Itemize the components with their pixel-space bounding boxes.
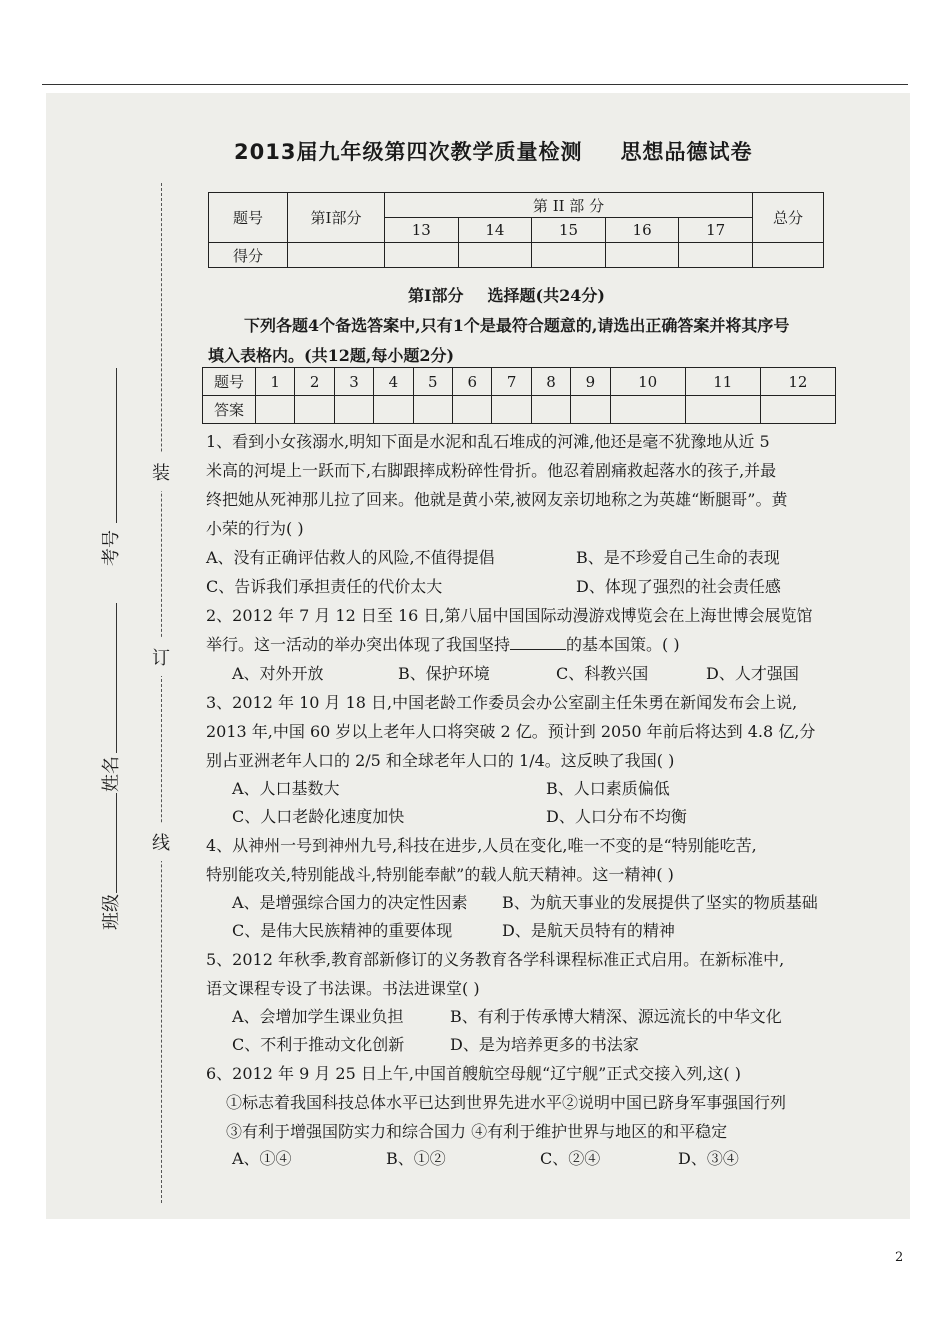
class-line [116,793,117,893]
q2-option-d[interactable]: D、人才强国 [706,664,799,683]
q4-option-b[interactable]: B、为航天事业的发展提供了坚实的物质基础 [502,893,818,912]
answer-number: 7 [492,368,531,396]
answer-cell[interactable] [453,396,492,424]
question-line: 米高的河堤上一跃而下,右脚跟摔成粉碎性骨折。他忍着剧痛救起落水的孩子,并最 [206,461,777,480]
q5-option-b[interactable]: B、有利于传承博大精深、源远流长的中华文化 [450,1007,782,1026]
binding-zhuang: 装 [152,453,170,491]
question-line: 5、2012 年秋季,教育部新修订的义务教育各学科课程标准正式启用。在新标准中, [206,950,785,969]
q2-option-c[interactable]: C、科教兴国 [556,664,649,683]
answer-number: 4 [374,368,413,396]
question-line: 别占亚洲老年人口的 2/5 和全球老年人口的 1/4。这反映了我国( ) [206,751,675,770]
answer-number: 3 [334,368,373,396]
answer-number: 12 [760,368,835,396]
q5-option-a[interactable]: A、会增加学生课业负担 [232,1007,404,1026]
score-col: 16 [605,218,679,243]
answer-cell[interactable] [492,396,531,424]
exam-title-text: 2013届九年级第四次教学质量检测 [234,140,583,164]
section-heading [408,283,605,306]
q1-option-d[interactable]: D、体现了强烈的社会责任感 [576,577,781,596]
kaohao-label: 考号 [101,530,122,566]
question-text: 举行。这一活动的举办突出体现了我国坚持 [206,635,511,654]
answer-number: 6 [453,368,492,396]
question-5 [206,945,846,1003]
question-line: 2013 年,中国 60 岁以上老年人口将突破 2 亿。预计到 2050 年前后将达到 4.8 亿,分 [206,722,816,741]
q3-option-d[interactable]: D、人口分布不均衡 [546,807,687,826]
q6-option-d[interactable]: D、③④ [678,1149,739,1168]
q5-option-c[interactable]: C、不利于推动文化创新 [232,1035,405,1054]
kaohao-line [116,368,117,523]
q6-option-b[interactable]: B、①② [386,1149,446,1168]
question-line: 3、2012 年 10 月 18 日,中国老龄工作委员会办公室副主任朱勇在新闻发布会上说, [206,693,798,712]
score-col: 15 [532,218,606,243]
question-1 [206,427,846,543]
binding-dashed-line [161,183,163,1203]
q1-option-c[interactable]: C、告诉我们承担责任的代价太大 [206,577,443,596]
answer-table [202,367,836,424]
question-2 [206,601,846,659]
instructions-line2: 填入表格内。(共12题,每小题2分) [208,346,455,365]
answer-cell[interactable] [334,396,373,424]
question-text: 的基本国策。( ) [566,635,680,654]
q1-option-b[interactable]: B、是不珍爱自己生命的表现 [576,548,780,567]
answer-cell[interactable] [760,396,835,424]
q4-option-d[interactable]: D、是航天员特有的精神 [502,921,675,940]
binding-xian: 线 [152,823,170,861]
score-cell [605,243,679,268]
answer-cell[interactable] [295,396,334,424]
answer-cell[interactable] [610,396,685,424]
q3-option-b[interactable]: B、人口素质偏低 [546,779,670,798]
instructions-line1: 下列各题4个备选答案中,只有1个是最符合题意的,请选出正确答案并将其序号 [244,316,790,335]
answer-cell[interactable] [571,396,610,424]
question-line: 2、2012 年 7 月 12 日至 16 日,第八届中国国际动漫游戏博览会在上海世博会展览馆 [206,606,813,625]
score-col: 17 [679,218,753,243]
question-line: 小荣的行为( ) [206,519,304,538]
question-line: 6、2012 年 9 月 25 日上午,中国首艘航空母舰“辽宁舰”正式交接入列,这( ) [206,1064,741,1083]
name-line [116,603,117,753]
q3-option-c[interactable]: C、人口老龄化速度加快 [232,807,405,826]
answer-cell[interactable] [374,396,413,424]
fill-in-blank[interactable] [510,635,566,650]
scanned-exam-page [46,93,910,1219]
top-rule [42,84,908,85]
q1-option-a[interactable]: A、没有正确评估救人的风险,不值得提倡 [206,548,495,567]
answer-cell[interactable] [256,396,295,424]
page-number: 2 [895,1250,904,1265]
answer-cell[interactable] [685,396,760,424]
question-6 [206,1059,846,1146]
q2-option-b[interactable]: B、保护环境 [398,664,490,683]
question-line: 1、看到小女孩溺水,明知下面是水泥和乱石堆成的河滩,他还是毫不犹豫地从近 5 [206,432,770,451]
answer-number: 9 [571,368,610,396]
score-row-defen: 得分 [209,243,288,268]
question-line: 语文课程专设了书法课。书法进课堂( ) [206,979,480,998]
q4-option-a[interactable]: A、是增强综合国力的决定性因素 [232,893,468,912]
q2-option-a[interactable]: A、对外开放 [232,664,324,683]
score-col: 13 [385,218,459,243]
name-label: 姓名 [101,756,122,792]
exam-subject: 思想品德试卷 [620,140,753,164]
binding-ding: 订 [152,638,170,676]
score-cell [753,243,824,268]
score-cell [532,243,606,268]
answer-number: 11 [685,368,760,396]
question-line: 4、从神州一号到神州九号,科技在进步,人员在变化,唯一不变的是“特别能吃苦, [206,836,757,855]
score-cell [458,243,532,268]
answer-number: 10 [610,368,685,396]
question-line: ③有利于增强国防实力和综合国力 ④有利于维护世界与地区的和平稳定 [226,1122,728,1141]
section-name: 第Ⅰ部分 [408,286,464,305]
answer-row-label: 答案 [203,396,256,424]
score-cell [288,243,385,268]
q3-option-a[interactable]: A、人口基数大 [232,779,340,798]
score-header-total: 总分 [753,193,824,243]
answer-cell[interactable] [531,396,570,424]
question-line [206,630,846,659]
exam-title [234,136,752,166]
answer-cell[interactable] [413,396,452,424]
q5-option-d[interactable]: D、是为培养更多的书法家 [450,1035,639,1054]
question-line: ①标志着我国科技总体水平已达到世界先进水平②说明中国已跻身军事强国行列 [226,1093,787,1112]
answer-number: 5 [413,368,452,396]
section-title: 选择题(共24分) [487,286,605,305]
score-cell [679,243,753,268]
score-col: 14 [458,218,532,243]
question-3 [206,688,846,775]
q4-option-c[interactable]: C、是伟大民族精神的重要体现 [232,921,453,940]
score-header-part1: 第Ⅰ部分 [288,193,385,243]
answer-number: 1 [256,368,295,396]
answer-number: 8 [531,368,570,396]
q6-option-a[interactable]: A、①④ [232,1149,292,1168]
instructions [208,311,838,371]
question-line: 终把她从死神那儿拉了回来。他就是黄小荣,被网友亲切地称之为英雄“断腿哥”。黄 [206,490,788,509]
score-table [208,192,824,268]
class-label: 班级 [101,894,122,930]
score-header-tihao: 题号 [209,193,288,243]
score-cell [385,243,459,268]
question-line: 特别能攻关,特别能战斗,特别能奉献”的载人航天精神。这一精神( ) [206,865,674,884]
answer-number: 2 [295,368,334,396]
q6-option-c[interactable]: C、②④ [540,1149,601,1168]
score-header-part2: 第 II 部 分 [385,193,753,218]
question-4 [206,831,846,889]
answer-row-label: 题号 [203,368,256,396]
